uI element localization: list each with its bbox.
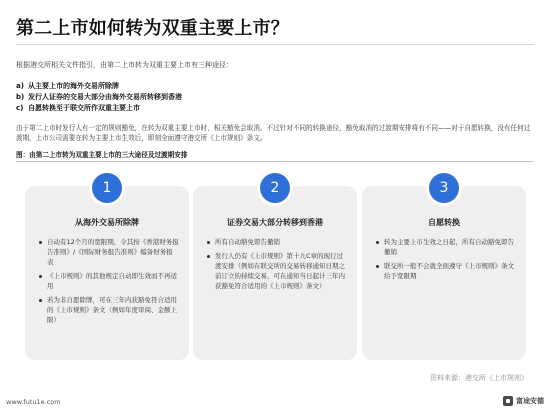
explanation-paragraph: 由于第二上市时发行人有一定的规则豁免，在转为双重主要上市时，相关豁免会取消。不过针对不同的转换途径，豁免取消的过渡期安排将有不同——对于自愿转换，没有任何过渡期，上市公司需要在转为主要上市生效后，即刻全面遵守港交所《上市规则》条文。	[16, 124, 531, 142]
card-heading: 从海外交易所除牌	[75, 218, 139, 227]
way-item-a	[16, 81, 182, 92]
way-letter: a)	[16, 82, 24, 90]
way-text: 从主要上市的海外交易所除牌	[28, 82, 119, 90]
card-heading: 自愿转换	[428, 218, 460, 227]
card-bullets	[207, 237, 347, 295]
card-bullet: 《上市规则》的其他规定自动即生效而不再适用	[39, 271, 179, 291]
card-bullet: 联交所一般不会就全面遵守《上市规则》条文给予宽限期	[376, 261, 516, 281]
page-title: 第二上市如何转为双重主要上市？	[16, 18, 289, 39]
figure-divider	[16, 161, 534, 162]
card-bullet: 若为非自愿除牌，可在三年内获豁免符合适用的《上市规则》条文（例如年度审阅、金额上限）	[39, 295, 179, 325]
source-note: 资料来源：港交所《上市规则》	[430, 374, 528, 382]
card-bullets	[39, 237, 179, 329]
card-bullets	[376, 237, 516, 285]
card-bullet: 转为主要上市生效之日起，所有自动豁免即告撤销	[376, 237, 516, 257]
way-item-c	[16, 103, 182, 114]
step-number-badge: 3	[429, 173, 459, 203]
ways-list	[16, 81, 182, 114]
card-bullet: 所有自动豁免即告撤销	[207, 237, 347, 247]
route-card-delisting	[25, 186, 189, 360]
way-letter: b)	[16, 93, 25, 101]
way-text: 发行人证券的交易大部分由海外交易所转移到香港	[28, 93, 182, 101]
route-card-trading-shift	[193, 186, 357, 360]
card-bullet: 发行人仍有《上市规则》第十九C章的现行过渡安排（例如在联交所的交易转移通知日期之前订立的持续交易，可在通知当日起计三年内获豁免符合适用的《上市规则》条文）	[207, 251, 347, 291]
brand-name: 富途安德	[516, 397, 544, 405]
brand	[503, 396, 544, 406]
way-text: 自愿转换至于联交所作双重主要上市	[28, 104, 140, 112]
intro-text: 根据港交所相关文件指引，由第二上市转为双重主要上市有三种途径：	[16, 61, 233, 69]
title-divider	[16, 44, 534, 45]
card-heading: 证券交易大部分转移到香港	[227, 218, 323, 227]
figure-title: 图：由第二上市转为双重主要上市的三大途径及过渡期安排	[16, 151, 188, 159]
card-bullet: 自动有12个月的宽限期，令其按《香港财务报告准则》/《国际财务报告准则》编备财务报表	[39, 237, 179, 267]
way-letter: c)	[16, 104, 24, 112]
route-card-voluntary	[362, 186, 526, 360]
brand-logo-icon	[503, 396, 513, 406]
way-item-b	[16, 92, 182, 103]
step-number-badge: 2	[260, 173, 290, 203]
footer-url: www.futu1e.com	[6, 398, 61, 406]
step-number-badge: 1	[92, 173, 122, 203]
